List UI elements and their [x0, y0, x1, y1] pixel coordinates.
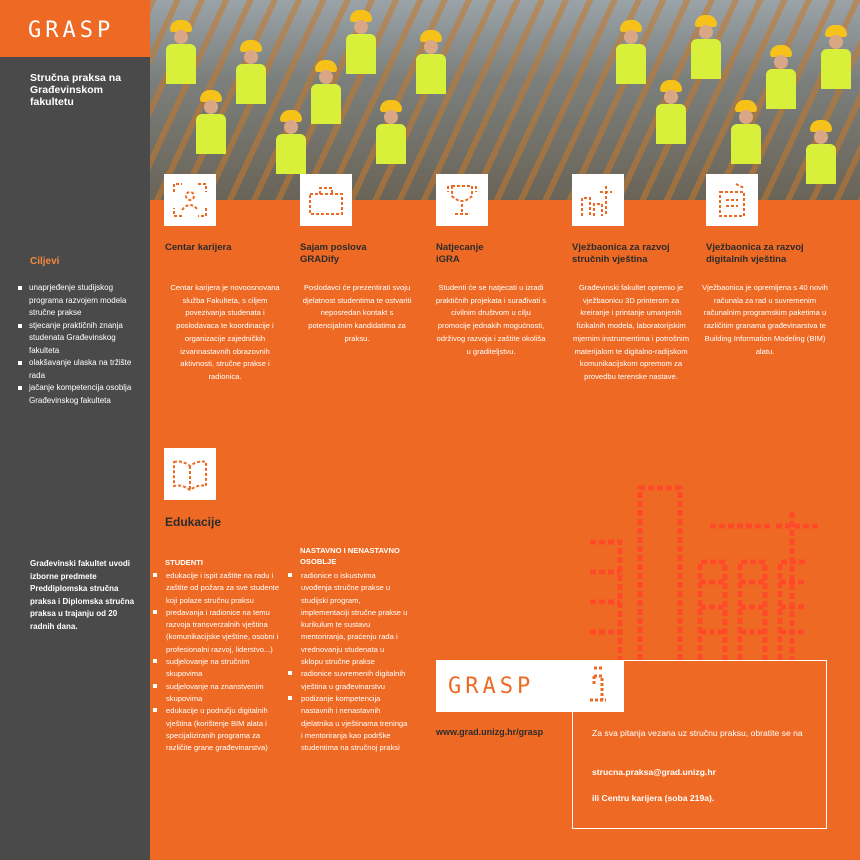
card-title-sajam-poslova: Sajam poslova GRADify: [300, 242, 367, 265]
card-text-vjezbaonica-digitalnih: Vježbaonica je opremljena s 40 novih računala za rad u suvremenim računalnim programskim paketima u različitim granama građevinarstva te Building Information Modeling (BIM) alatu.: [702, 283, 828, 356]
contact-email-link[interactable]: strucna.praksa@grad.unizg.hr: [592, 767, 716, 777]
students-heading: STUDENTI: [165, 558, 203, 567]
briefcase-icon: [300, 174, 352, 226]
card-title-vjezbaonica-digitalnih: Vježbaonica za razvoj digitalnih vještina: [706, 242, 804, 265]
list-item: radionice suvremenih digitalnih vještina u građevinarstvu: [288, 668, 408, 693]
trophy-icon: [436, 174, 488, 226]
sidebar-note: Građevinski fakultet uvodi izborne predmete Preddiplomska stručna praksa i Diplomska stručna praksa u trajanju od 20 radnih dana.: [30, 559, 135, 631]
person-frame-icon: [164, 174, 216, 226]
list-item: predavanja i radionice na temu razvoja transverzalnih vještina (komunikacijske vještine, osobni i profesionalni razvoj, liderstvo...): [153, 607, 283, 656]
contact-lead: Za sva pitanja vezana uz stručnu praksu, obratite se na: [592, 728, 803, 738]
education-title: Edukacije: [165, 515, 222, 529]
card-text-sajam-poslova: Poslodavci će prezentirati svoju djelatnost studentima te ostvariti neposredan kontakt s potencijalnim kandidatima za praksu.: [302, 283, 412, 343]
goal-item: unaprjeđenje studijskog programa razvojem modela stručne prakse: [18, 282, 143, 320]
hero-photo: [150, 0, 860, 200]
list-item: edukacije u području digitalnih vještina (korištenje BIM alata i specijaliziranih programa za različite grane građevinarstva): [153, 705, 283, 754]
card-text-vjezbaonica-strucnih: Građevinski fakultet opremio je vježbaonicu 3D printerom za kreiranje i printanje umanjenih fizikalnih modela, laboratorijskim mjernim instrumentima i potrošnim materijalom te digitalno-radijskom komunikacijskom opremom za provedbu terenske nastave.: [572, 283, 690, 381]
contact-room: ili Centru karijera (soba 219a).: [592, 793, 715, 803]
students-list: [153, 570, 283, 754]
card-title-vjezbaonica-strucnih: Vježbaonica za razvoj stručnih vještina: [572, 242, 670, 265]
workshop-icon: [572, 174, 624, 226]
website-link[interactable]: www.grad.unizg.hr/grasp: [436, 727, 544, 737]
logo-band: [0, 0, 150, 57]
list-item: radionice o iskustvima uvođenja stručne prakse u studijski program, implementaciji stručne prakse u kurikulum te sustavu mentoriranja, praćenju rada i vrednovanju studenata u sklopu stručne prakse: [288, 570, 408, 668]
sidebar: [0, 0, 150, 860]
goal-item: jačanje kompetencija osoblja Građevinskog fakulteta: [18, 382, 143, 407]
grasp-logo: GRASP: [28, 18, 115, 43]
goal-item: olakšavanje ulaska na tržište rada: [18, 357, 143, 382]
sidebar-title: Stručna praksa na Građevinskom fakultetu: [30, 72, 122, 108]
grasp-logo: GRASP: [448, 674, 535, 699]
card-title-centar-karijera: Centar karijera: [165, 242, 232, 253]
staff-heading: NASTAVNO I NENASTAVNO OSOBLJE: [300, 546, 400, 566]
info-icon: [572, 660, 624, 712]
list-item: podizanje kompetencija nastavnih i nenastavnih djelatnika u vještinama treninga i mentoriranja kao podrške studentima na stručnoj praksi: [288, 693, 408, 754]
goal-item: stjecanje praktičnih znanja studenata Građevinskog fakulteta: [18, 320, 143, 358]
list-item: sudjelovanje na znanstvenim skupovima: [153, 681, 283, 706]
card-text-natjecanje: Studenti će se natjecati u izradi praktičnih projekata i surađivati s civilnim društvom u cilju promocije jednakih mogućnosti, održivog razvoja i zaštite okoliša u graditeljstvu.: [435, 283, 547, 356]
digital-tablet-icon: [706, 174, 758, 226]
goals-list: [18, 282, 143, 407]
card-text-centar-karijera: Centar karijera je novoosnovana služba Fakulteta, s ciljem povezivanja studenata i poslodavaca te koordinacije i organizacije zajedničkih izvannastavnih obrazovnih aktivnosti, stručne prakse i radionica.: [170, 283, 280, 381]
open-book-icon: [164, 448, 216, 500]
card-title-natjecanje: Natjecanje iGRA: [436, 242, 484, 265]
staff-list: [288, 570, 408, 754]
building-illustration: [580, 482, 820, 662]
list-item: edukacije i ispit zaštite na radu i zaštite od požara za sve studente koji polaze stručnu praksu: [153, 570, 283, 607]
goals-heading: Ciljevi: [30, 256, 60, 267]
list-item: sudjelovanje na stručnim skupovima: [153, 656, 283, 681]
footer-logo-box: [436, 660, 572, 712]
